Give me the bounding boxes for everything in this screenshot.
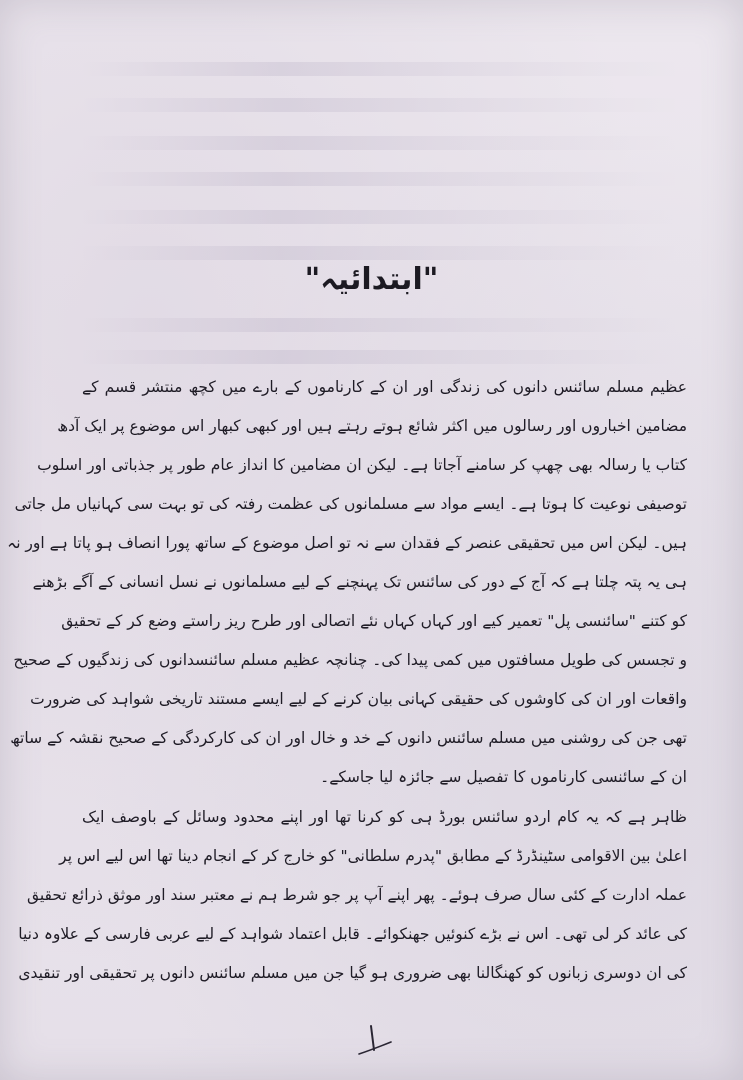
bleed-through-line — [80, 318, 680, 332]
bleed-through-line — [80, 350, 680, 364]
text-line: کی ان دوسری زبانوں کو کھنگالنا بھی ضروری ہو گیا جن میں مسلم سائنس دانوں پر تحقیقی اور تنقیدی — [18, 964, 687, 982]
text-line: توصیفی نوعیت کا ہوتا ہے۔ ایسے مواد سے مسلمانوں کی عظمت رفتہ کی تو بہت سی کہانیاں مل جاتی — [14, 495, 687, 513]
handwritten-page-number — [355, 1020, 395, 1060]
text-line: واقعات اور ان کی کاوشوں کی حقیقی کہانی بیان کرنے کے لیے ایسے مستند تاریخی شواہد کی ضرورت — [30, 690, 687, 708]
text-line: اعلیٰ بین الاقوامی سٹینڈرڈ کے مطابق "پدرم سلطانی" کو خارج کر کے انجام دینا تھا اس لیے اس پر — [59, 847, 687, 865]
bleed-through-line — [80, 210, 680, 224]
bleed-through-line — [80, 136, 680, 150]
text-line: ہی یہ پتہ چلتا ہے کہ آج کے دور کی سائنس تک پہنچنے کے لیے مسلمانوں نے نسل انسانی کے آگے بڑھنے — [32, 573, 687, 591]
text-line: عظیم مسلم سائنس دانوں کی زندگی اور ان کے کارناموں کے بارے میں کچھ منتشر قسم کے — [82, 378, 687, 396]
text-line: مضامین اخباروں اور رسالوں میں اکثر شائع ہوتے رہتے ہیں اور کبھی کبھار اس موضوع پر ایک آدھ — [57, 417, 687, 435]
paragraph-2 — [18, 798, 687, 993]
text-line: کو کتنے "سائنسی پل" تعمیر کیے اور کہاں کہاں نئے اتصالی اور طرح ریز راستے وضع کر کے تحقیق — [61, 612, 687, 630]
paragraph-1 — [7, 368, 687, 797]
page-title: "ابتدائیہ" — [304, 262, 439, 297]
page-number — [355, 1020, 395, 1060]
text-line: و تجسس کی طویل مسافتوں میں کمی پیدا کی۔ چنانچہ عظیم مسلم سائنسدانوں کی زندگیوں کے صحیح — [13, 651, 687, 669]
text-line: کی عائد کر لی تھی۔ اس نے بڑے کنوئیں جھنکوائے۔ قابل اعتماد شواہد کے لیے عربی فارسی کے علاوہ دنیا — [18, 925, 687, 943]
bleed-through-line — [80, 172, 680, 186]
bleed-through-line — [80, 98, 680, 112]
text-line: تھی جن کی روشنی میں مسلم سائنس دانوں کے خد و خال اور ان کی کارکردگی کے صحیح نقشہ کے ساتھ — [10, 729, 687, 747]
text-line: عملہ ادارت کے کئی سال صرف ہوئے۔ پھر اپنے آپ پر جو شرط ہم نے معتبر سند اور موثق ذرائع تحقیق — [26, 886, 687, 904]
text-line: ہیں۔ لیکن اس میں تحقیقی عنصر کے فقدان سے نہ تو اصل موضوع کے ساتھ پورا انصاف ہو پاتا ہے اور نہ — [7, 534, 687, 552]
text-line: ظاہر ہے کہ یہ کام اردو سائنس بورڈ ہی کو کرنا تھا اور اپنے محدود وسائل کے باوصف ایک — [82, 808, 687, 826]
bleed-through-line — [80, 62, 680, 76]
text-line: ان کے سائنسی کارناموں کا تفصیل سے جائزہ لیا جاسکے۔ — [320, 768, 687, 786]
bleed-through-line — [80, 246, 680, 260]
text-line: کتاب یا رسالہ بھی چھپ کر سامنے آجاتا ہے۔ لیکن ان مضامین کا انداز عام طور پر جذباتی اور اسلوب — [37, 456, 687, 474]
